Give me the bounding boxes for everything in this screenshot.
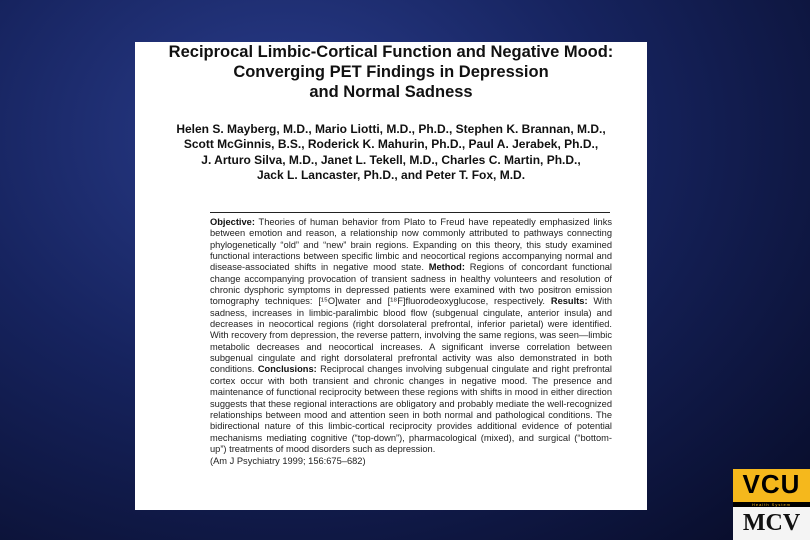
mcv-logo-text: MCV bbox=[733, 507, 810, 540]
conclusions-text: Reciprocal changes involving subgenual cingulate and right prefrontal cortex occur with both transient and chronic changes in negative mood. The presence and maintenance of functional reciprocity between these regions with shifts in mood in either direction suggests that these regional interactions are obligatory and probably mediate the well-recognized relationships between mood and attention seen in both normal and pathological conditions. The bidirectional nature of this limbic-cortical reciprocity provides additional evidence of potential mechanisms mediating cognitive (“top-down”), pharmacological (mixed), and surgical (“bottom-up”) treatments of mood disorders such as depression. bbox=[210, 364, 612, 454]
vcu-logo-text: VCU bbox=[733, 469, 810, 502]
vcu-mcv-logo bbox=[733, 469, 810, 540]
abstract bbox=[210, 217, 612, 468]
title-line: Reciprocal Limbic-Cortical Function and Negative Mood: bbox=[168, 43, 614, 61]
author-line: Jack L. Lancaster, Ph.D., and Peter T. Fox, M.D. bbox=[256, 168, 526, 183]
author-line: Helen S. Mayberg, M.D., Mario Liotti, M.D., Ph.D., Stephen K. Brannan, M.D., bbox=[176, 122, 606, 136]
abstract-body bbox=[210, 217, 612, 455]
method-text: Regions of concordant functional change accompanying provocation of transient sadness in healthy volunteers and resolution of chronic dysphoric symptoms in depressed patients were examined with two positron emission tomography techniques: [¹⁵O]water and [¹⁸F]fluorodeoxyglucose, respectively. bbox=[210, 262, 612, 307]
paper-title bbox=[135, 42, 647, 102]
author-list bbox=[135, 122, 647, 184]
author-line: Scott McGinnis, B.S., Roderick K. Mahurin, Ph.D., Paul A. Jerabek, Ph.D., bbox=[183, 137, 599, 152]
author-line: J. Arturo Silva, M.D., Janet L. Tekell, M.D., Charles C. Martin, Ph.D., bbox=[201, 152, 581, 167]
objective-label: Objective: bbox=[210, 217, 255, 227]
results-text: With sadness, increases in limbic-paralimbic blood flow (subgenual cingulate, anterior insula) and decreases in neocortical regions (right dorsolateral prefrontal, inferior parietal) were identified. With recovery from depression, the reverse pattern, involving the same regions, was seen—limbic metabolic decreases and neocortical increases. A significant inverse correlation between subgenual cingulate and right dorsolateral prefrontal activity was also demonstrated in both conditions. bbox=[210, 296, 613, 375]
results-label: Results: bbox=[550, 296, 588, 307]
paper-page bbox=[135, 42, 647, 510]
health-system-text: Health System bbox=[733, 502, 810, 507]
conclusions-label: Conclusions: bbox=[257, 364, 317, 375]
abstract-divider bbox=[210, 212, 610, 213]
title-line: and Normal Sadness bbox=[309, 83, 473, 101]
method-label: Method: bbox=[428, 262, 465, 273]
objective-text: Theories of human behavior from Plato to Freud have repeatedly emphasized links between emotion and reason, a relationship now commonly attributed to pathways connecting phylogenetically “old” and “new” brain regions. Expanding on this theory, this study examined functional interactions between specific limbic and neocortical regions accompanying normal and disease-associated shifts in negative mood state. bbox=[210, 217, 612, 273]
title-line: Converging PET Findings in Depression bbox=[233, 63, 549, 81]
citation: (Am J Psychiatry 1999; 156:675–682) bbox=[210, 456, 366, 467]
